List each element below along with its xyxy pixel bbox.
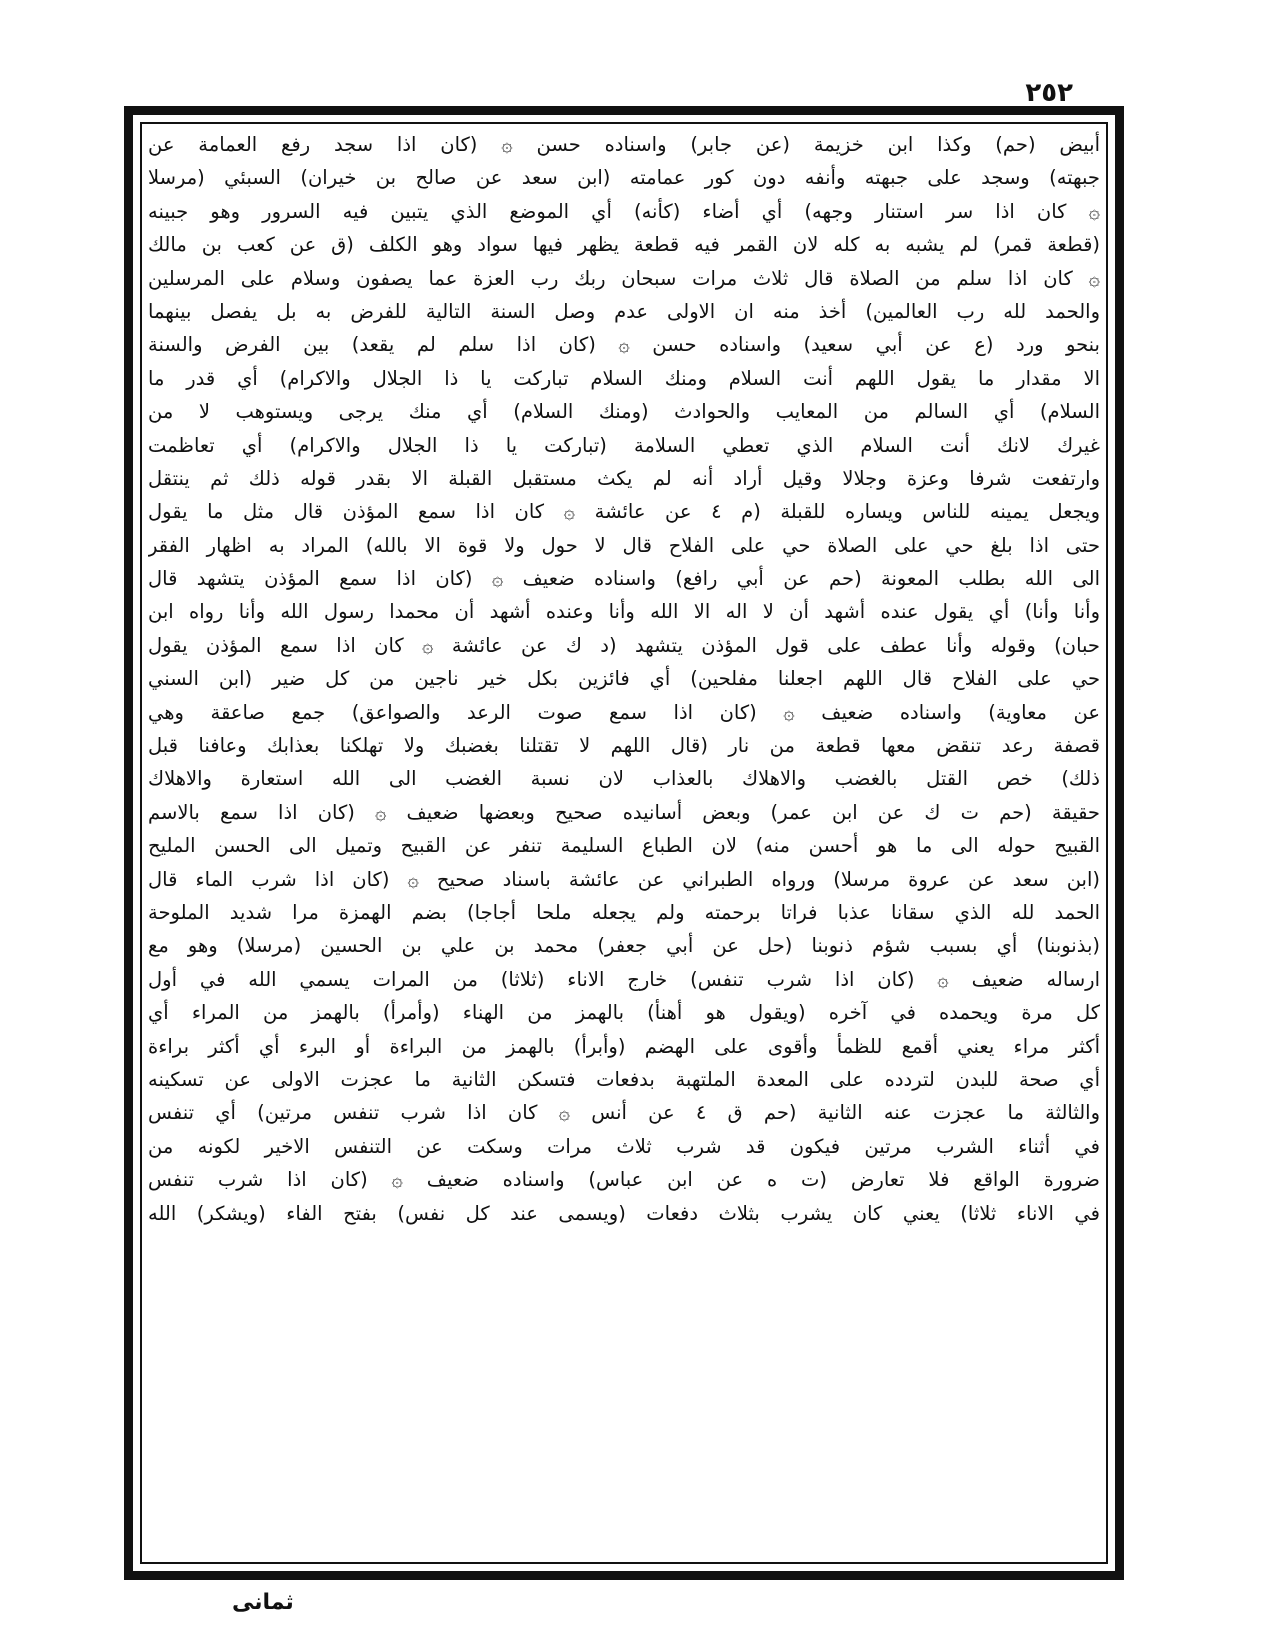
text-line: والحمد لله رب العالمين) أخذ منه ان الاولى عدم وصل السنة التالية للفرض به بل يفصل بينهما bbox=[148, 299, 1100, 323]
text-line: حبان) وقوله وأنا عطف على قول المؤذن يتشهد (د ك عن عائشة ۞ كان اذا سمع المؤذن يقول bbox=[148, 633, 1100, 657]
text-line: بنحو ورد (ع عن أبي سعيد) واسناده حسن ۞ (كان اذا سلم لم يقعد) بين الفرض والسنة bbox=[148, 333, 1100, 357]
text-line: الا مقدار ما يقول اللهم أنت السلام ومنك السلام تباركت يا ذا الجلال والاكرام) أي قدر ما bbox=[148, 366, 1100, 390]
text-line: حي على الفلاح قال اللهم اجعلنا مفلحين) أي فائزين بكل خير ناجين من كل ضير (ابن السني bbox=[148, 667, 1100, 691]
text-line: جبهته) وسجد على جبهته وأنفه دون كور عمامته (ابن سعد عن صالح بن خيران) السبئي (مرسلا bbox=[148, 166, 1100, 190]
text-line: والثالثة ما عجزت عنه الثانية (حم ق ٤ عن أنس ۞ كان اذا شرب تنفس مرتين) أي تنفس bbox=[148, 1101, 1100, 1125]
text-line: حقيقة (حم ت ك عن ابن عمر) وبعض أسانيده صحيح وبعضها ضعيف ۞ (كان اذا سمع بالاسم bbox=[148, 800, 1100, 824]
text-line: حتى اذا بلغ حي على الصلاة حي على الفلاح قال لا حول ولا قوة الا بالله) المراد به اظهار الفقر bbox=[148, 533, 1100, 557]
text-line: عن معاوية) واسناده ضعيف ۞ (كان اذا سمع صوت الرعد والصواعق) جمع صاعقة وهي bbox=[148, 700, 1100, 724]
text-line: (قطعة قمر) لم يشبه به كله لان القمر فيه قطعة يظهر فيها سواد وهو الكلف (ق عن كعب بن مالك bbox=[148, 233, 1100, 257]
text-line: ضرورة الواقع فلا تعارض (ت ه عن ابن عباس) واسناده ضعيف ۞ (كان اذا شرب تنفس bbox=[148, 1168, 1100, 1192]
text-line: كل مرة ويحمده في آخره (ويقول هو أهنأ) بالهمز من الهناء (وأمرأ) بالهمز من المراء أي bbox=[148, 1001, 1100, 1025]
text-line: أي صحة للبدن لتردده على المعدة الملتهبة بدفعات فتسكن الثانية ما عجزت الاولى عن تسكينه bbox=[148, 1067, 1100, 1091]
text-line: القبيح حوله الى ما هو أحسن منه) لان الطباع السليمة تنفر عن القبيح وتميل الى الحسن المليح bbox=[148, 834, 1100, 858]
text-line: في أثناء الشرب مرتين فيكون قد شرب ثلاث مرات وسكت عن التنفس الاخير لكونه من bbox=[148, 1134, 1100, 1158]
text-line: قصفة رعد تنقض معها قطعة من نار (قال اللهم لا تقتلنا بغضبك ولا تهلكنا بعذابك وعافنا قبل bbox=[148, 734, 1100, 758]
text-line: (ابن سعد عن عروة مرسلا) ورواه الطبراني عن عائشة باسناد صحيح ۞ (كان اذا شرب الماء قال bbox=[148, 867, 1100, 891]
text-line: ۞ كان اذا سر استنار وجهه) أي أضاء (كأنه) أي الموضع الذي يتبين فيه السرور وهو جبينه bbox=[148, 199, 1100, 223]
text-line: وأنا وأنا) أي يقول عنده أشهد أن لا اله الا الله وأنا وعنده أشهد أن محمدا رسول الله وأنا رواه ابن bbox=[148, 600, 1100, 624]
catchword: ثمانى bbox=[232, 1590, 294, 1615]
text-line: أكثر مراء يعني أقمع للظمأ وأقوى على الهضم (وأبرأ) بالهمز من البراءة أو البرء أي أكثر براءة bbox=[148, 1034, 1100, 1058]
text-line: (بذنوبنا) أي بسبب شؤم ذنوبنا (حل عن أبي جعفر) محمد بن علي بن الحسين (مرسلا) وهو مع bbox=[148, 934, 1100, 958]
text-line: الى الله بطلب المعونة (حم عن أبي رافع) واسناده ضعيف ۞ (كان اذا سمع المؤذن يتشهد قال bbox=[148, 567, 1100, 591]
text-line: غيرك لانك أنت السلام الذي تعطي السلامة (تباركت يا ذا الجلال والاكرام) أي تعاظمت bbox=[148, 433, 1100, 457]
text-line: ذلك) خص القتل بالغضب والاهلاك بالعذاب لان نسبة الغضب الى الله استعارة والاهلاك bbox=[148, 767, 1100, 791]
text-line: في الاناء ثلاثا) يعني كان يشرب بثلاث دفعات (ويسمى عند كل نفس) بفتح الفاء (ويشكر) الله bbox=[148, 1201, 1100, 1225]
text-line: السلام) أي السالم من المعايب والحوادث (ومنك السلام) أي منك يرجى ويستوهب لا من bbox=[148, 400, 1100, 424]
text-line: أبيض (حم) وكذا ابن خزيمة (عن جابر) واسناده حسن ۞ (كان اذا سجد رفع العمامة عن bbox=[148, 133, 1100, 156]
text-line: وارتفعت شرفا وعزة وجلالا وقيل أراد أنه لم يكث مستقبل القبلة الا بقدر قوله ذلك ثم ينتقل bbox=[148, 466, 1100, 490]
text-line: الحمد لله الذي سقانا عذبا فراتا برحمته ولم يجعله ملحا أجاجا) بضم الهمزة مرا شديد الملوحة bbox=[148, 900, 1100, 924]
text-line: ويجعل يمينه للناس ويساره للقبلة (م ٤ عن عائشة ۞ كان اذا سمع المؤذن قال مثل ما يقول bbox=[148, 500, 1100, 524]
page-number: ٢٥٢ bbox=[1025, 78, 1073, 108]
text-area bbox=[148, 128, 1100, 1558]
text-line: ۞ كان اذا سلم من الصلاة قال ثلاث مرات سبحان ربك رب العزة عما يصفون وسلام على المرسلين bbox=[148, 266, 1100, 290]
text-line: ارساله ضعيف ۞ (كان اذا شرب تنفس) خارج الاناء (ثلاثا) من المرات يسمي الله في أول bbox=[148, 967, 1100, 991]
